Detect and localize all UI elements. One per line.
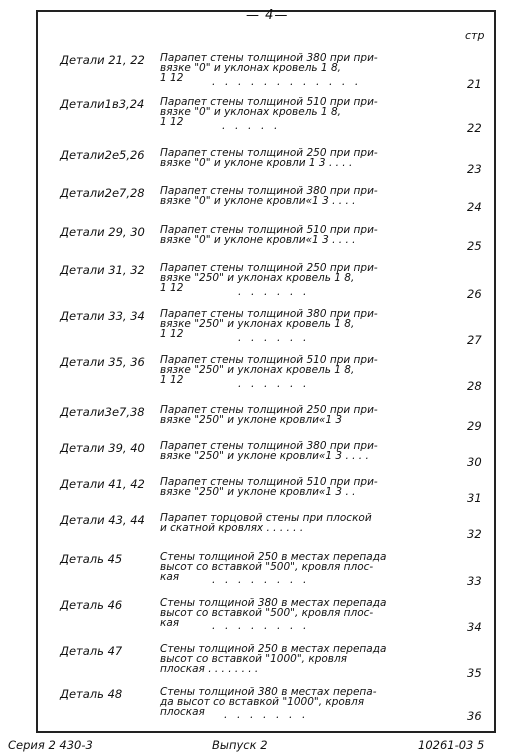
- toc-entry-description: Парапет стены толщиной 510 при при- вязке "250" и уклоне кровли«1 3 . .: [160, 476, 378, 498]
- toc-entry-description: Парапет стены толщиной 510 при при- вязке "0" и уклонах кровель 1 8, 1 12: [160, 96, 378, 128]
- leader-dots: . . . . . . . .: [212, 573, 310, 586]
- toc-entry-page: 27: [467, 333, 482, 347]
- toc-entry-description: Парапет стены толщиной 510 при при- вязке "250" и уклонах кровель 1 8, 1 12: [160, 354, 378, 386]
- toc-entry-label: Детали1в3,24: [60, 97, 145, 111]
- toc-entry-page: 31: [467, 491, 482, 505]
- toc-entry-label: Детали 21, 22: [60, 53, 145, 67]
- toc-entry-label: Детали 35, 36: [60, 355, 145, 369]
- toc-entry-label: Детали 39, 40: [60, 441, 145, 455]
- toc-entry-description: Парапет стены толщиной 250 при при- вязке "0" и уклоне кровли 1 3 . . . .: [160, 147, 378, 169]
- toc-entry-label: Детали 33, 34: [60, 309, 145, 323]
- toc-entry-description: Стены толщиной 380 в местах перепа- да высот со вставкой "1000", кровля плоская: [160, 686, 377, 718]
- toc-entry-description: Парапет стены толщиной 380 при при- вязке "250" и уклоне кровли«1 3 . . . .: [160, 440, 378, 462]
- leader-dots: . . . . . . . .: [212, 619, 310, 632]
- toc-entry-label: Деталь 47: [60, 644, 123, 658]
- leader-dots: . . . . .: [222, 119, 281, 132]
- toc-entry-page: 36: [467, 709, 482, 723]
- page-number: — 4—: [246, 8, 289, 23]
- leader-dots: . . . . . . .: [224, 708, 309, 721]
- toc-entry-description: Стены толщиной 250 в местах перепада высот со вставкой "1000", кровля плоская . . . . . . . .: [160, 643, 387, 675]
- toc-entry-description: Парапет стены толщиной 380 при при- вязке "250" и уклонах кровель 1 8, 1 12: [160, 308, 378, 340]
- toc-entry-page: 26: [467, 287, 482, 301]
- toc-entry-page: 33: [467, 574, 482, 588]
- toc-entry-label: Детали 41, 42: [60, 477, 145, 491]
- toc-entry-page: 29: [467, 419, 482, 433]
- toc-entry-description: Парапет стены толщиной 380 при при- вязке "0" и уклоне кровли«1 3 . . . .: [160, 185, 378, 207]
- toc-entry-page: 22: [467, 121, 482, 135]
- toc-entry-label: Детали2е5,26: [60, 148, 145, 162]
- toc-entry-page: 25: [467, 239, 482, 253]
- toc-entry-label: Деталь 45: [60, 552, 123, 566]
- toc-entry-label: Деталь 46: [60, 598, 123, 612]
- toc-entry-description: Парапет торцовой стены при плоской и скатной кровлях . . . . . .: [160, 512, 372, 534]
- toc-entry-description: Парапет стены толщиной 250 при при- вязке "250" и уклоне кровли«1 3: [160, 404, 378, 426]
- leader-dots: . . . . . .: [238, 377, 310, 390]
- page-column-header: стр: [465, 29, 485, 42]
- toc-entry-page: 28: [467, 379, 482, 393]
- leader-dots: . . . . . . . . . . . .: [212, 75, 362, 88]
- toc-entry-page: 32: [467, 527, 482, 541]
- toc-entry-description: Стены толщиной 250 в местах перепада высот со вставкой "500", кровля плос- кая: [160, 551, 387, 583]
- footer-issue: Выпуск 2: [212, 738, 268, 752]
- toc-entry-label: Деталь 48: [60, 687, 123, 701]
- toc-entry-page: 24: [467, 200, 482, 214]
- toc-entry-page: 21: [467, 77, 482, 91]
- toc-entry-description: Парапет стены толщиной 510 при при- вязке "0" и уклоне кровли«1 3 . . . .: [160, 224, 378, 246]
- footer-code: 10261-03 5: [418, 738, 485, 752]
- leader-dots: . . . . . .: [238, 285, 310, 298]
- toc-entry-description: Стены толщиной 380 в местах перепада высот со вставкой "500", кровля плос- кая: [160, 597, 387, 629]
- toc-entry-description: Парапет стены толщиной 380 при при- вязке "0" и уклонах кровель 1 8, 1 12: [160, 52, 378, 84]
- toc-entry-page: 23: [467, 162, 482, 176]
- leader-dots: . . . . . .: [238, 331, 310, 344]
- toc-entry-page: 34: [467, 620, 482, 634]
- toc-entry-page: 35: [467, 666, 482, 680]
- toc-entry-label: Детали 43, 44: [60, 513, 145, 527]
- footer-series: Серия 2 430-3: [8, 738, 93, 752]
- toc-entry-label: Детали 29, 30: [60, 225, 145, 239]
- toc-entry-label: Детали3е7,38: [60, 405, 145, 419]
- toc-entry-page: 30: [467, 455, 482, 469]
- toc-entry-label: Детали 31, 32: [60, 263, 145, 277]
- toc-entry-description: Парапет стены толщиной 250 при при- вязке "250" и уклонах кровель 1 8, 1 12: [160, 262, 378, 294]
- toc-entry-label: Детали2е7,28: [60, 186, 145, 200]
